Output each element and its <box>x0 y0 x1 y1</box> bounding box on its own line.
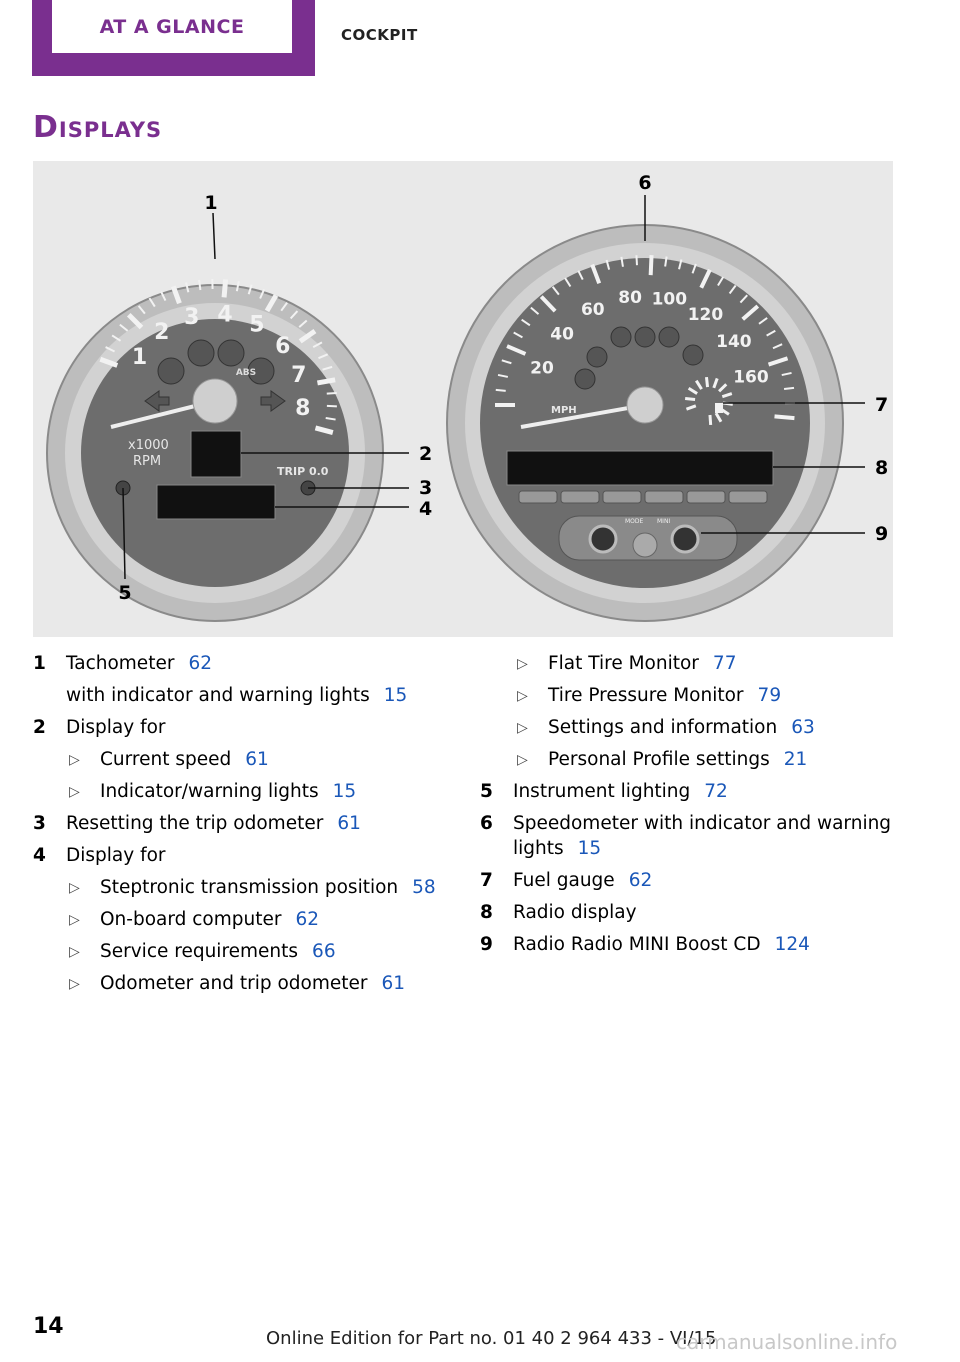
speedo-tick <box>636 255 637 265</box>
page-reference-link[interactable]: 61 <box>337 813 361 834</box>
page-reference-link[interactable]: 21 <box>783 749 808 770</box>
page-reference-link[interactable]: 79 <box>757 685 782 706</box>
legend-text: Resetting the trip odometer <box>66 813 324 834</box>
speedo-tick <box>775 416 795 418</box>
legend-item-7 <box>480 865 900 897</box>
legend-item-9 <box>480 929 900 961</box>
page-reference-link[interactable]: 62 <box>295 909 320 930</box>
legend-item-8 <box>480 897 900 929</box>
page-reference-link[interactable]: 15 <box>577 838 602 859</box>
page-reference-link[interactable]: 62 <box>188 653 212 674</box>
triangle-bullet-icon: ▷ <box>69 944 80 960</box>
mini-label: MINI <box>657 518 671 525</box>
legend-subtext: Settings and information <box>548 717 778 738</box>
callout-6: 6 <box>638 172 652 194</box>
legend-number: 2 <box>33 717 46 738</box>
legend-subitem <box>480 680 900 712</box>
tab-cockpit[interactable]: COCKPIT <box>341 26 418 44</box>
callout-5: 5 <box>118 582 132 604</box>
page-reference-link[interactable]: 58 <box>412 877 436 898</box>
legend-number: 9 <box>480 934 493 955</box>
legend-subitem <box>480 648 900 680</box>
page-reference-link[interactable]: 77 <box>712 653 737 674</box>
legend-subtext: Indicator/warning lights <box>100 781 319 802</box>
callout-2: 2 <box>419 443 433 465</box>
triangle-bullet-icon: ▷ <box>69 880 80 896</box>
tach-number: 6 <box>275 333 291 359</box>
page-number: 14 <box>33 1314 64 1339</box>
speedo-tick <box>784 388 794 389</box>
legend-subitem <box>33 776 453 808</box>
legend-number: 5 <box>480 781 493 802</box>
tach-number: 5 <box>249 312 265 338</box>
legend-continuation <box>33 680 453 712</box>
legend-list-right <box>480 648 900 961</box>
tach-tick <box>224 279 226 297</box>
radio-preset-button <box>729 491 767 503</box>
callout-3: 3 <box>419 477 433 499</box>
tach-number: 2 <box>154 319 170 345</box>
triangle-bullet-icon: ▷ <box>69 976 80 992</box>
callout-8: 8 <box>875 457 889 479</box>
page-reference-link[interactable]: 63 <box>791 717 815 738</box>
legend-subtext: Steptronic transmission position <box>100 877 399 898</box>
page-reference-link[interactable]: 72 <box>704 781 728 802</box>
legend-item-3 <box>33 808 453 840</box>
legend-number: 1 <box>33 653 46 674</box>
legend-subitem <box>480 744 900 776</box>
legend-text: Speedometer with indicator and warning lights <box>513 813 892 859</box>
speedo-tick <box>496 390 506 391</box>
legend-number: 7 <box>480 870 493 891</box>
legend-subitem <box>480 712 900 744</box>
speedo-tick <box>665 257 666 267</box>
triangle-bullet-icon: ▷ <box>517 752 528 768</box>
triangle-bullet-icon: ▷ <box>69 912 80 928</box>
tach-number: 1 <box>131 344 148 370</box>
trip-label: TRIP 0.0 <box>277 465 329 478</box>
legend-text: Display for <box>66 717 166 738</box>
legend-subitem <box>33 936 453 968</box>
radio-preset-button <box>645 491 683 503</box>
legend-item-2 <box>33 712 453 744</box>
legend-item-4 <box>33 840 453 872</box>
page-reference-link[interactable]: 124 <box>774 934 810 955</box>
legend-text: Radio display <box>513 902 637 923</box>
legend-text: with indicator and warning lights <box>66 685 370 706</box>
instrument-cluster-figure <box>33 161 893 637</box>
tach-tick <box>317 380 335 383</box>
legend-subtext: Flat Tire Monitor <box>548 653 699 674</box>
speedo-number: 80 <box>618 288 642 309</box>
speedo-number: 120 <box>687 305 724 326</box>
tach-number: 4 <box>217 302 233 328</box>
tach-number: 7 <box>291 363 307 389</box>
tach-number: 3 <box>184 305 200 331</box>
callout-7: 7 <box>875 394 889 416</box>
legend-item-6 <box>480 808 900 865</box>
triangle-bullet-icon: ▷ <box>69 752 80 768</box>
fuel-pump-icon <box>715 403 723 413</box>
legend-subtext: Current speed <box>100 749 232 770</box>
page-reference-link[interactable]: 15 <box>383 685 408 706</box>
triangle-bullet-icon: ▷ <box>517 656 528 672</box>
page-reference-link[interactable]: 61 <box>381 973 406 994</box>
page-title: Displays <box>33 110 163 145</box>
edition-footer: Online Edition for Part no. 01 40 2 964 433 - VI/15 <box>266 1328 717 1349</box>
speedo-number: 100 <box>651 289 688 310</box>
legend-number: 8 <box>480 902 493 923</box>
legend-subtext: Odometer and trip odometer <box>100 973 368 994</box>
triangle-bullet-icon: ▷ <box>517 720 528 736</box>
speedo-number: 40 <box>550 324 574 345</box>
radio-preset-button <box>687 491 725 503</box>
fuel-segment <box>685 398 695 399</box>
legend-number: 3 <box>33 813 46 834</box>
callout-4: 4 <box>419 498 433 520</box>
tachometer-gauge <box>47 279 383 621</box>
legend-list-left <box>33 648 453 1000</box>
mph-label: MPH <box>551 405 577 416</box>
legend-subitem <box>33 744 453 776</box>
page-reference-link[interactable]: 62 <box>628 870 653 891</box>
legend-subitem <box>33 968 453 1000</box>
legend-item-1 <box>33 648 453 680</box>
page-reference-link[interactable]: 61 <box>245 749 269 770</box>
callout-1: 1 <box>204 192 218 214</box>
volume-knob <box>590 526 616 552</box>
rpm-label: RPM <box>133 454 162 469</box>
page-reference-link[interactable]: 15 <box>332 781 357 802</box>
abs-label: ABS <box>235 368 257 378</box>
instrument-cluster-illustration <box>33 161 893 637</box>
speedo-number: 140 <box>716 332 752 353</box>
triangle-bullet-icon: ▷ <box>69 784 80 800</box>
speedo-tick <box>651 255 652 275</box>
speedo-number: 60 <box>580 300 605 321</box>
legend-number: 6 <box>480 813 493 834</box>
radio-display <box>507 451 773 485</box>
watermark: carmanualsonline.info <box>676 1330 898 1354</box>
legend-subtext: Service requirements <box>100 941 299 962</box>
legend-subtext: On-board computer <box>100 909 282 930</box>
legend-subitem <box>33 904 453 936</box>
legend-text: Instrument lighting <box>513 781 691 802</box>
radio-preset-button <box>519 491 557 503</box>
speedometer-gauge <box>447 225 843 621</box>
mode-label: MODE <box>625 518 644 525</box>
speedo-number: 20 <box>530 358 554 379</box>
page-reference-link[interactable]: 66 <box>312 941 336 962</box>
tuning-knob <box>672 526 698 552</box>
tach-number: 8 <box>295 396 311 422</box>
speedo-number: 160 <box>733 367 769 388</box>
legend-text: Radio Radio MINI Boost CD <box>513 934 761 955</box>
legend-text: Fuel gauge <box>513 870 615 891</box>
radio-preset-button <box>561 491 599 503</box>
tach-tick <box>327 393 337 394</box>
fuel-segment <box>710 415 711 425</box>
legend-subtext: Tire Pressure Monitor <box>548 685 744 706</box>
legend-text: Display for <box>66 845 166 866</box>
tab-at-a-glance[interactable]: AT A GLANCE <box>52 0 292 53</box>
tach-unit-label: x1000 <box>128 438 169 453</box>
triangle-bullet-icon: ▷ <box>517 688 528 704</box>
tach-tick <box>199 280 200 290</box>
legend-subtext: Personal Profile settings <box>548 749 770 770</box>
legend-item-5 <box>480 776 900 808</box>
legend-number: 4 <box>33 845 46 866</box>
callout-9: 9 <box>875 523 889 545</box>
fuel-segment <box>706 377 707 387</box>
legend-subitem <box>33 872 453 904</box>
radio-preset-button <box>603 491 641 503</box>
legend-text: Tachometer <box>66 653 175 674</box>
